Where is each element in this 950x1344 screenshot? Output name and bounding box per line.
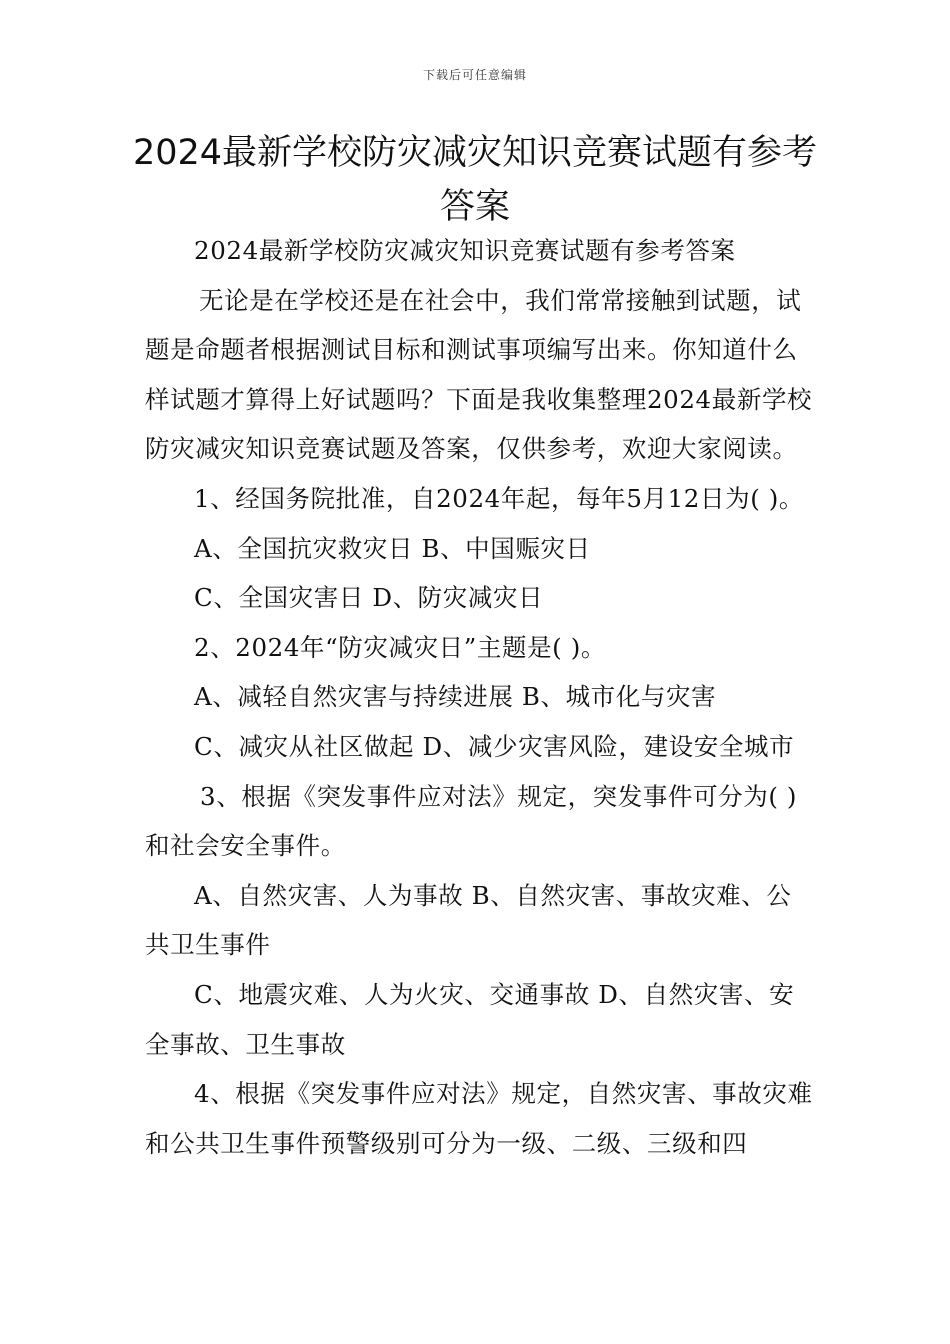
question-4: 4、根据《突发事件应对法》规定，自然灾害、事故灾难和公共卫生事件预警级别可分为一级、二级、三级和四 [145, 1079, 813, 1158]
question-3-options-a-b: A、自然灾害、人为事故 B、自然灾害、事故灾难、公共卫生事件 [145, 880, 792, 960]
document-body [145, 226, 815, 1168]
subtitle: 2024最新学校防灾减灾知识竞赛试题有参考答案 [194, 236, 736, 265]
question-2: 2、2024年“防灾减灾日”主题是( )。 [194, 632, 606, 662]
intro-paragraph: 无论是在学校还是在社会中，我们常常接触到试题，试题是命题者根据测试目标和测试事项编写出来。你知道什么样试题才算得上好试题吗？下面是我收集整理2024最新学校防灾减灾知识竞赛试题及答案，仅供参考，欢迎大家阅读。 [145, 285, 813, 464]
question-1: 1、经国务院批准，自2024年起，每年5月12日为( )。 [194, 483, 805, 513]
question-3-options-c-d: C、地震灾难、人为火灾、交通事故 D、自然灾害、安全事故、卫生事故 [145, 979, 795, 1059]
question-1-options-a-b: A、全国抗灾救灾日 B、中国赈灾日 [194, 533, 591, 563]
question-3: 3、根据《突发事件应对法》规定，突发事件可分为( )和社会安全事件。 [145, 781, 798, 861]
document-title: 2024最新学校防灾减灾知识竞赛试题有参考答案 [132, 133, 818, 227]
question-2-options-c-d: C、减灾从社区做起 D、减少灾害风险，建设安全城市 [194, 731, 795, 761]
question-2-options-a-b: A、减轻自然灾害与持续进展 B、城市化与灾害 [194, 682, 717, 712]
header-note: 下载后可任意编辑 [422, 68, 527, 82]
question-1-options-c-d: C、全国灾害日 D、防灾减灾日 [194, 583, 544, 613]
